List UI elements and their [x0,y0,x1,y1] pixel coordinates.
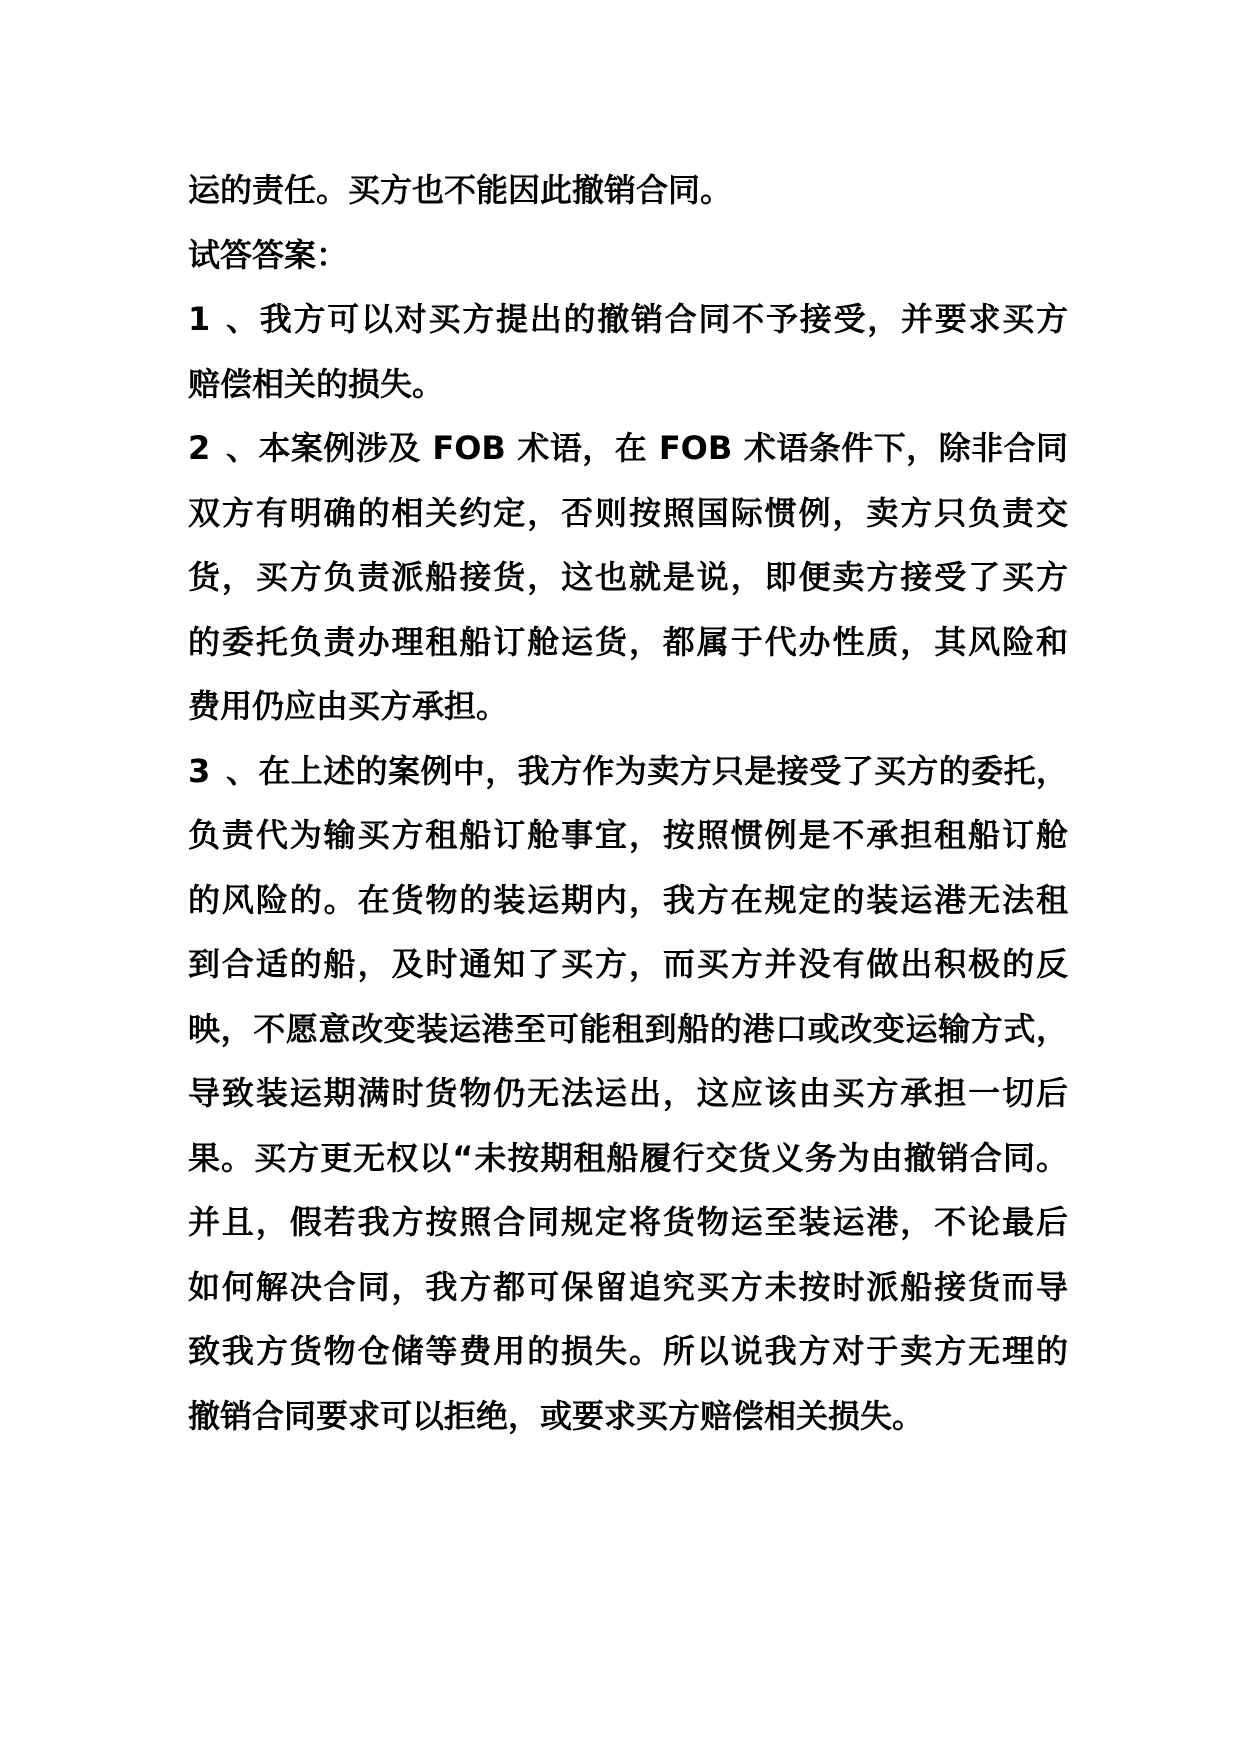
text-line: 负责代为输买方租船订舱事宜，按照惯例是不承担租船订舱 [188,816,1068,854]
text-line: 如何解决合同，我方都可保留追究买方未按时派船接货而导 [188,1267,1068,1306]
item-number: 3、 [188,751,258,790]
document-body [188,158,1068,1448]
text-line: 费用仍应由买方承担。 [188,687,509,725]
text-line: 到合适的船，及时通知了买方，而买方并没有做出积极的反 [188,945,1068,983]
text-line: 映，不愿意改变装运港至可能租到船的港口或改变运输方式， [188,1009,1068,1048]
answer-item-1 [188,287,1068,352]
text-line: 并且，假若我方按照合同规定将货物运至装运港，不论最后 [188,1203,1068,1241]
answer-heading: 试答答案： [188,235,349,274]
text-line: 货，买方负责派船接货，这也就是说，即便卖方接受了买方 [188,558,1068,596]
answer-item-2 [188,416,1068,481]
item-text: 在上述的案例中，我方作为卖方只是接受了买方的委托， [258,751,1068,790]
text-line: 致我方货物仓储等费用的损失。所以说我方对于卖方无理的 [188,1332,1068,1370]
text-line: 的风险的。在货物的装运期内，我方在规定的装运港无法租 [188,880,1068,919]
text-line: 双方有明确的相关约定，否则按照国际惯例，卖方只负责交 [188,493,1068,532]
text-line: 导致装运期满时货物仍无法运出，这应该由买方承担一切后 [188,1074,1068,1112]
item-text: 本案例涉及 FOB 术语，在 FOB 术语条件下，除非合同 [258,429,1068,467]
text-line: 赔偿相关的损失。 [188,364,445,403]
text-line: 的委托负责办理租船订舱运货，都属于代办性质，其风险和 [188,622,1068,661]
text-line: 果。买方更无权以“未按期租船履行交货义务为由撤销合同。 [188,1138,1068,1177]
text-line: 运的责任。买方也不能因此撤销合同。 [188,171,733,209]
item-number: 1、 [188,300,258,338]
item-number: 2、 [188,429,258,467]
text-line: 撤销合同要求可以拒绝，或要求买方赔偿相关损失。 [188,1396,925,1435]
answer-item-3 [188,739,1068,804]
item-text: 我方可以对买方提出的撤销合同不予接受，并要求买方 [258,300,1068,338]
